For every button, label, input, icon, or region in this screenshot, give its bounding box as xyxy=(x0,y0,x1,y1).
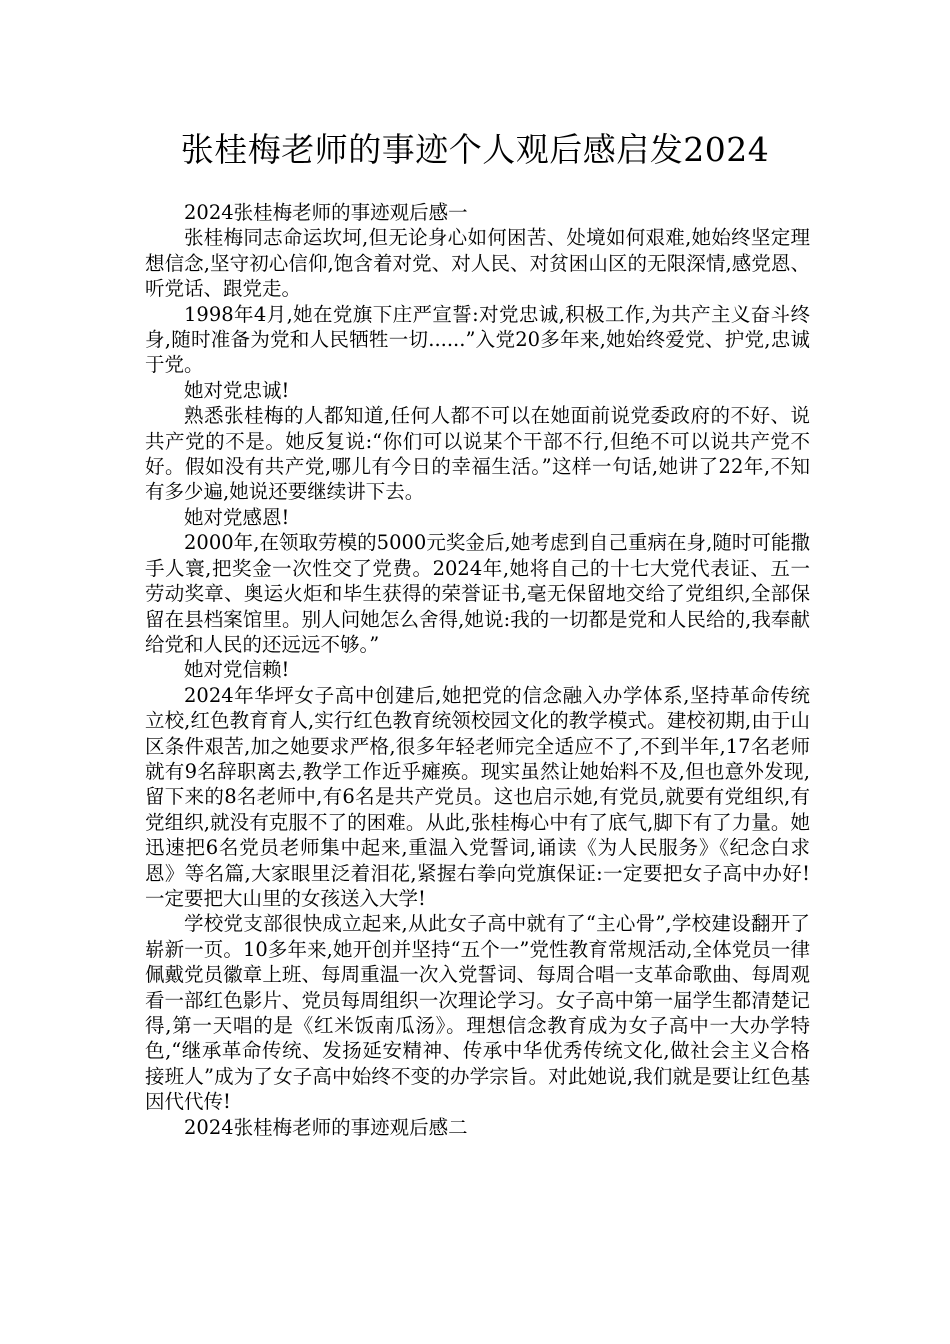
paragraph: 熟悉张桂梅的人都知道,任何人都不可以在她面前说党委政府的不好、说共产党的不是。她反复说:“你们可以说某个干部不行,但绝不可以说共产党不好。假如没有共产党,哪儿有今日的幸福生活。”这样一句话,她讲了22年,不知有多少遍,她说还要继续讲下去。 xyxy=(145,404,810,504)
document-body xyxy=(145,200,810,1140)
subheading-trust: 她对党信赖! xyxy=(184,658,290,682)
subheading-loyalty: 她对党忠诚! xyxy=(184,378,290,402)
document-title: 张桂梅老师的事迹个人观后感启发2024 xyxy=(180,130,770,169)
subheading-gratitude: 她对党感恩! xyxy=(184,505,290,529)
paragraph: 张桂梅同志命运坎坷,但无论身心如何困苦、处境如何艰难,她始终坚定理想信念,坚守初心信仰,饱含着对党、对人民、对贫困山区的无限深情,感党恩、听党话、跟党走。 xyxy=(145,226,810,301)
paragraph: 2024年华坪女子高中创建后,她把党的信念融入办学体系,坚持革命传统立校,红色教育育人,实行红色教育统领校园文化的教学模式。建校初期,由于山区条件艰苦,加之她要求严格,很多年轻老师完全适应不了,不到半年,17名老师就有9名辞职离去,教学工作近乎瘫痪。现实虽然让她始料不及,但也意外发现,留下来的8名老师中,有6名是共产党员。这也启示她,有党员,就要有党组织,有党组织,就没有克服不了的困难。从此,张桂梅心中有了底气,脚下有了力量。她迅速把6名党员老师集中起来,重温入党誓词,诵读《为人民服务》《纪念白求恩》等名篇,大家眼里泛着泪花,紧握右拳向党旗保证:一定要把女子高中办好!一定要把大山里的女孩送入大学! xyxy=(145,683,810,910)
section-heading-2: 2024张桂梅老师的事迹观后感二 xyxy=(184,1115,468,1139)
paragraph: 学校党支部很快成立起来,从此女子高中就有了“主心骨”,学校建设翻开了崭新一页。10多年来,她开创并坚持“五个一”党性教育常规活动,全体党员一律佩戴党员徽章上班、每周重温一次入党誓词、每周合唱一支革命歌曲、每周观看一部红色影片、党员每周组织一次理论学习。女子高中第一届学生都清楚记得,第一天唱的是《红米饭南瓜汤》。理想信念教育成为女子高中一大办学特色,“继承革命传统、发扬延安精神、传承中华优秀传统文化,做社会主义合格接班人”成为了女子高中始终不变的办学宗旨。对此她说,我们就是要让红色基因代代传! xyxy=(145,912,810,1114)
paragraph: 1998年4月,她在党旗下庄严宣誓:对党忠诚,积极工作,为共产主义奋斗终身,随时准备为党和人民牺牲一切......”入党20多年来,她始终爱党、护党,忠诚于党。 xyxy=(145,302,810,377)
paragraph: 2000年,在领取劳模的5000元奖金后,她考虑到自己重病在身,随时可能撒手人寰,把奖金一次性交了党费。2024年,她将自己的十七大党代表证、五一劳动奖章、奥运火炬和毕生获得的荣誉证书,毫无保留地交给了党组织,全部保留在县档案馆里。别人问她怎么舍得,她说:我的一切都是党和人民给的,我奉献给党和人民的还远远不够。” xyxy=(145,531,810,656)
section-heading-1: 2024张桂梅老师的事迹观后感一 xyxy=(184,201,468,224)
